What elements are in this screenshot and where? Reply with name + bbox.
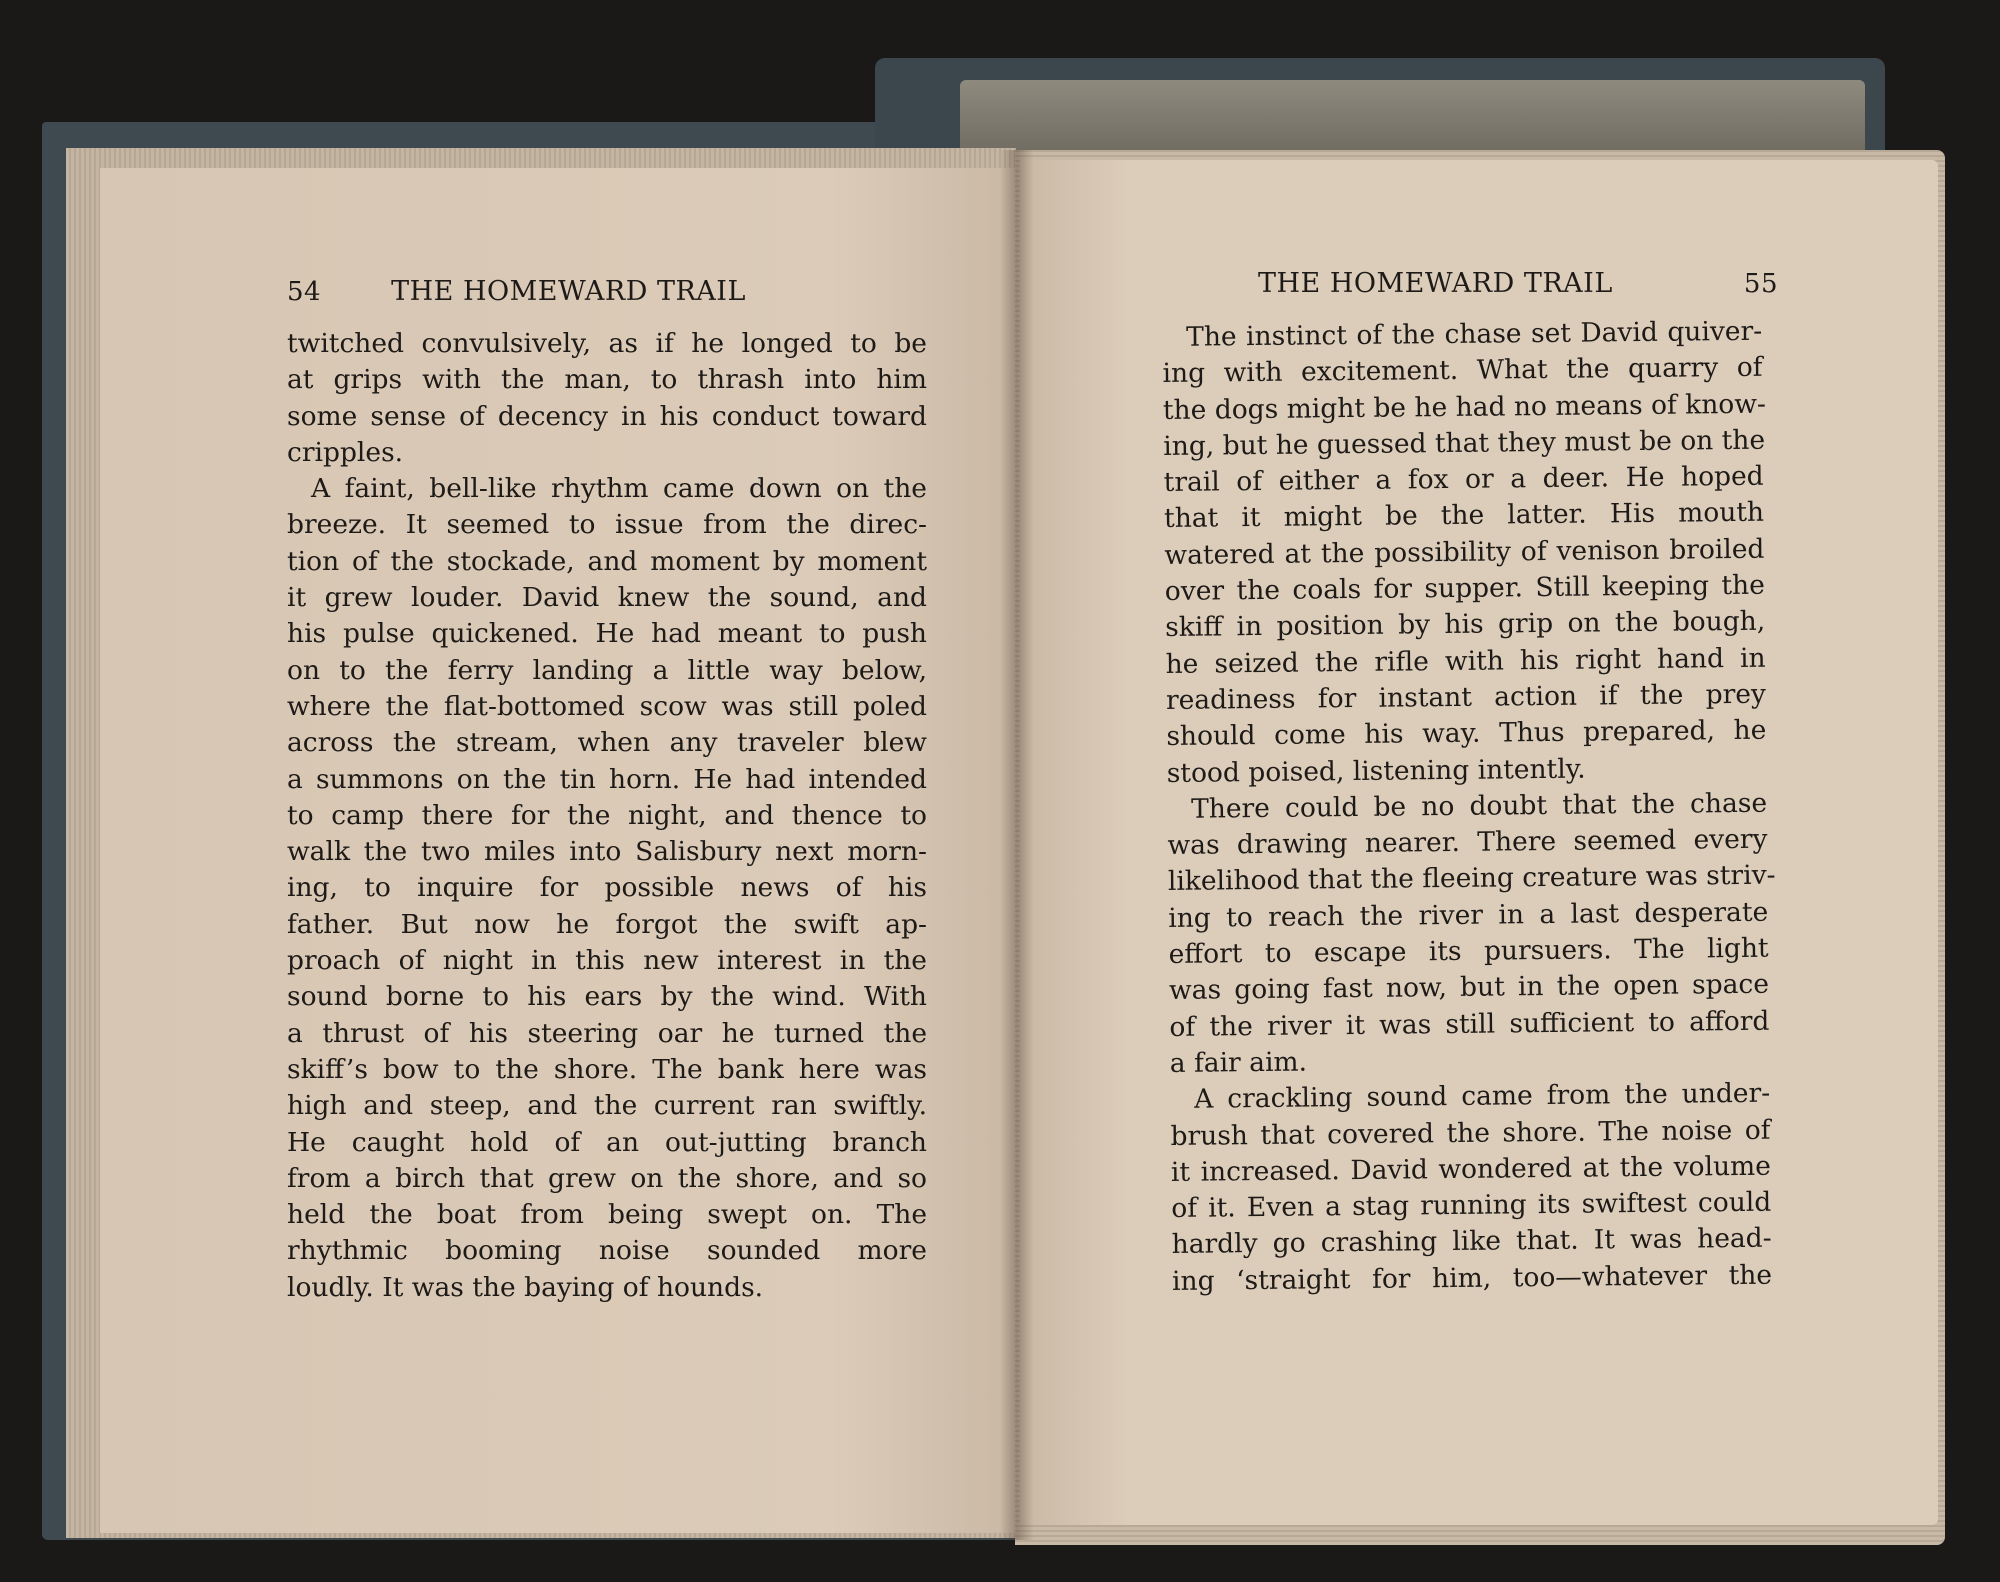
left-text-line: ing, to inquire for possible news of his — [287, 872, 927, 904]
left-text-line: walk the two miles into Salisbury next morn- — [287, 836, 927, 868]
left-text-line: twitched convulsively, as if he longed to be — [287, 328, 927, 359]
left-running-head — [287, 276, 887, 307]
left-text-line: breeze. It seemed to issue from the direc- — [287, 509, 927, 541]
right-text-line: of it. Even a stag running its swiftest could — [1171, 1186, 1772, 1225]
left-text-line: tion of the stockade, and moment by moment — [287, 545, 927, 577]
page-block-top-edge — [960, 80, 1865, 158]
right-text-line: skiff in position by his grip on the bough, — [1165, 606, 1766, 644]
right-running-head — [1258, 268, 1778, 299]
right-text-line: it increased. David wondered at the volume — [1170, 1150, 1772, 1188]
right-text-line: likelihood that the fleeing creature was striv- — [1167, 860, 1776, 898]
left-page-text — [287, 326, 927, 1306]
left-text-line: it grew louder. David knew the sound, and — [287, 582, 927, 614]
left-text-line: held the boat from being swept on. The — [287, 1199, 927, 1231]
right-text-line: a fair aim. — [1169, 1046, 1308, 1079]
left-text-line: some sense of decency in his conduct toward — [287, 400, 927, 432]
right-page-text — [1162, 314, 1776, 1300]
left-text-line: where the flat-bottomed scow was still poled — [287, 690, 927, 722]
left-page-number: 54 — [287, 277, 322, 307]
right-text-line: the dogs might be he had no means of know- — [1162, 388, 1767, 426]
right-text-line: of the river it was still sufficient to afford — [1169, 1005, 1770, 1043]
right-text-line: effort to escape its pursuers. The light — [1168, 932, 1769, 971]
right-text-line: was drawing nearer. There seemed every — [1167, 823, 1768, 862]
left-text-line: skiff’s bow to the shore. The bank here was — [287, 1053, 927, 1085]
left-text-line: a thrust of his steering oar he turned the — [287, 1017, 927, 1049]
right-text-line: over the coals for supper. Still keeping the — [1164, 569, 1765, 608]
right-text-line: A crackling sound came from the under- — [1194, 1077, 1771, 1115]
left-running-title: THE HOMEWARD TRAIL — [391, 276, 746, 307]
right-text-line: he seized the rifle with his right hand in — [1165, 642, 1766, 680]
left-text-line: across the stream, when any traveler blew — [287, 727, 927, 759]
right-text-line: should come his way. Thus prepared, he — [1166, 714, 1767, 753]
right-text-line: was going fast now, but in the open space — [1168, 969, 1770, 1007]
left-text-line: his pulse quickened. He had meant to push — [287, 618, 927, 650]
left-text-line: cripples. — [287, 436, 404, 468]
right-text-line: ing ‘straight for him, too—whatever the — [1171, 1259, 1773, 1297]
left-text-line: A faint, bell-like rhythm came down on the — [311, 473, 927, 505]
right-page-number: 55 — [1743, 269, 1778, 299]
left-text-line: high and steep, and the current ran swiftly. — [287, 1090, 927, 1122]
left-text-line: sound borne to his ears by the wind. With — [287, 981, 927, 1013]
right-text-line: readiness for instant action if the prey — [1165, 678, 1767, 716]
right-running-title: THE HOMEWARD TRAIL — [1258, 268, 1613, 299]
left-text-line: father. But now he forgot the swift ap- — [287, 908, 927, 940]
right-text-line: brush that covered the shore. The noise of — [1170, 1114, 1771, 1152]
right-text-line: ing with excitement. What the quarry of — [1162, 352, 1763, 390]
right-text-line: ing to reach the river in a last desperate — [1168, 896, 1769, 934]
right-text-line: ing, but he guessed that they must be on the — [1163, 424, 1766, 462]
left-text-line: at grips with the man, to thrash into him — [287, 364, 927, 396]
right-text-line: hardly go crashing like that. It was head- — [1171, 1223, 1772, 1261]
right-page — [1020, 160, 1938, 1525]
right-text-line: that it might be the latter. His mouth — [1163, 497, 1765, 535]
left-text-line: on to the ferry landing a little way below, — [287, 654, 927, 686]
right-text-line: The instinct of the chase set David quiver- — [1186, 315, 1763, 353]
left-text-line: loudly. It was the baying of hounds. — [287, 1271, 764, 1303]
book-gutter — [1000, 150, 1034, 1540]
left-text-line: He caught hold of an out-jutting branch — [287, 1126, 927, 1158]
left-text-line: proach of night in this new interest in the — [287, 945, 927, 977]
left-text-line: rhythmic booming noise sounded more — [287, 1235, 927, 1267]
left-text-line: to camp there for the night, and thence to — [287, 799, 927, 831]
left-text-line: from a birch that grew on the shore, and so — [287, 1162, 927, 1194]
right-text-line: There could be no doubt that the chase — [1190, 787, 1768, 825]
right-text-line: trail of either a fox or a deer. He hoped — [1163, 460, 1764, 499]
right-text-line: stood poised, listening intently. — [1166, 753, 1586, 789]
right-text-line: watered at the possibility of venison broiled — [1164, 533, 1765, 571]
left-page — [100, 168, 1015, 1533]
left-text-line: a summons on the tin horn. He had intended — [287, 763, 927, 795]
